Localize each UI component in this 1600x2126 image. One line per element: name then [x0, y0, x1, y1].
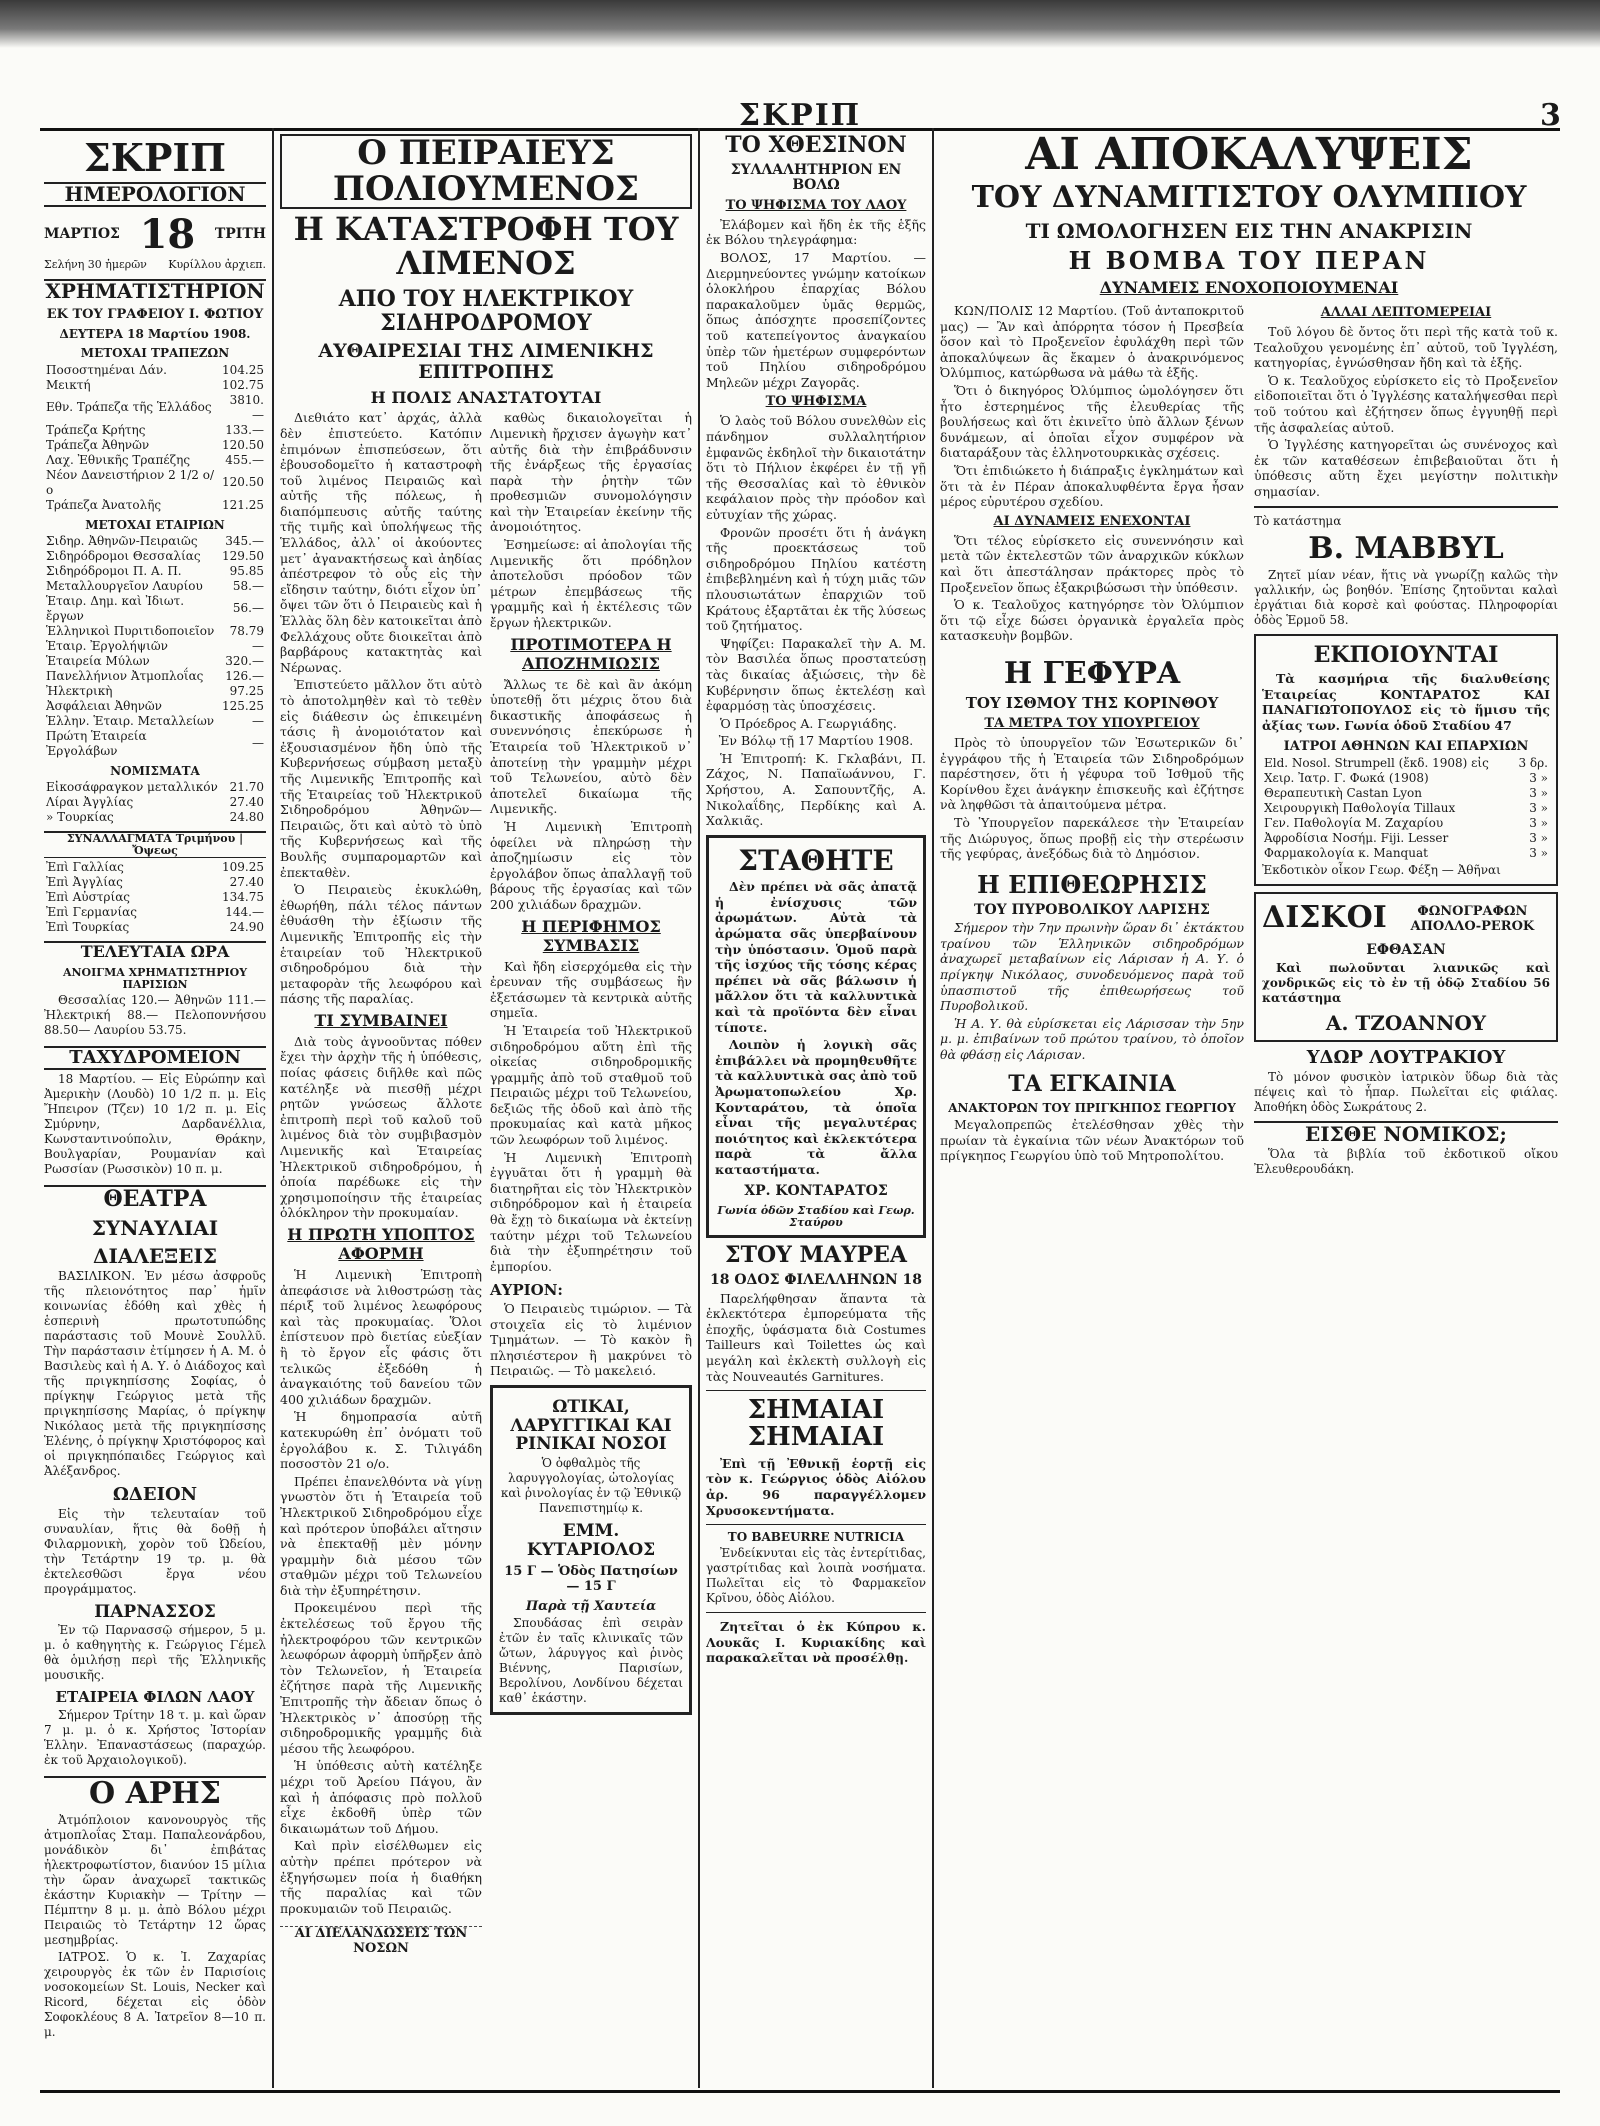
row-value: 3 » — [1529, 785, 1548, 800]
sale-text: Τὰ κασμήρια τῆς διαλυθείσης Ἑταιρείας ΚΟΝΤΑΡΑΤΟΣ ΚΑΙ ΠΑΝΑΓΙΩΤΟΠΟΥΛΟΣ εἰς τὸ ἥμισυ τῆς ἀξίας των. Γωνία ὁδοῦ Σταδίου 47 — [1262, 671, 1550, 733]
revelations-headline: ΤΟΥ ΔΥΝΑΜΙΤΙΣΤΟΥ ΟΛΥΜΠΙΟΥ — [971, 180, 1527, 216]
column-divider — [272, 128, 274, 2088]
row-label: Μεταλλουργεῖον Λαυρίου — [46, 578, 203, 593]
row-label: Ἐπὶ Ἀγγλίας — [46, 875, 123, 890]
society-text: Σήμερον Τρίτην 18 τ. μ. καὶ ὥραν 7 μ. μ. ὁ κ. Χρήστος Ἰστορίαν Ἑλλην. Ἐπαναστάσεως (παραχώρ. ἐκ τοῦ Ἀρχαιολογικοῦ). — [44, 1707, 266, 1767]
row-label: Ἑλληνικοὶ Πυριτιδοποιεῖον — [46, 623, 215, 638]
ad-signature: ΧΡ. ΚΟΝΤΑΡΑΤΟΣ — [744, 1182, 888, 1199]
article-paragraph: Καὶ πρὶν εἰσέλθωμεν εἰς αὐτὴν πρέπει πρότερον νὰ ἐξηγήσωμεν ποία ἡ διαθήκη τῆς παραλίας καὶ τῶν προκυμαιῶν τοῦ Πειραιῶς. — [280, 1838, 482, 1916]
currency-header: ΝΟΜΙΣΜΑΤΑ — [110, 763, 200, 778]
row-value: 21.70 — [229, 779, 264, 794]
masthead: ΣΚΡΙΠ — [738, 98, 862, 133]
row-label: Ἑλλην. Ἑταιρ. Μεταλλείων — [46, 713, 215, 728]
row-value: 24.90 — [229, 920, 264, 935]
row-label: Λίραι Ἀγγλίας — [46, 794, 134, 809]
article-paragraph: Ἡ Λιμενικὴ Ἐπιτροπὴ ἀπεφάσισε νὰ λιθοστρώσῃ τὰς πέριξ τοῦ λιμένος λεωφόρους καὶ τὰς προκυμαίας. Ὅλοι ἐπίστευον πρὸ διετίας εὐεξίαν ἢ τὸ ἔργον εἶς φάσις ὅτι τελικῶς ἐξεδόθη ἡ ἀναγκαιότης τοῦ δανείου τῶν 400 χιλιάδων δραχμῶν. — [280, 1267, 482, 1407]
article-paragraph: Φρονῶν προσέτι ὅτι ἡ ἀνάγκη τῆς προεκτάσεως τοῦ σιδηροδρόμου Πηλίου κατέστη ἐπιβεβλημένη καὶ ἡ τύχη μιᾶς τῶν πλουσιωτάτων ἐπαρχιῶν τοῦ Κράτους ἐξαρτᾶται ἐκ τῆς λύσεως τοῦ ζητήματος. — [706, 524, 926, 634]
parnassos-text: Ἐν τῷ Παρνασσῷ σήμερον, 5 μ. μ. ὁ καθηγητὴς κ. Γεώργιος Γέμελ θὰ ὁμιλήσῃ περὶ τῆς Ἑλληνικῆς μουσικῆς. — [44, 1623, 266, 1683]
table-row — [1262, 846, 1550, 861]
last-hour-title: ΤΕΛΕΥΤΑΙΑ ΩΡΑ — [44, 941, 266, 961]
row-label: Ἐπὶ Γερμανίας — [46, 905, 137, 920]
article-date: Ἐν Βόλῳ τῇ 17 Μαρτίου 1908. — [718, 733, 914, 749]
ad-title: ΩΤΙΚΑΙ, ΛΑΡΥΓΓΙΚΑΙ ΚΑΙ ΡΙΝΙΚΑΙ ΝΟΣΟΙ — [510, 1396, 672, 1455]
row-value: 133.— — [225, 422, 264, 437]
banks-header: ΜΕΤΟΧΑΙ ΤΡΑΠΕΖΩΝ — [80, 346, 230, 361]
row-value: 95.85 — [229, 563, 264, 578]
table-row — [44, 654, 266, 669]
table-row — [44, 549, 266, 564]
row-label: Ἀφροδίσια Νοσήμ. Fiji. Lesser — [1264, 830, 1449, 845]
book-footer: Ἐκδοτικὸν οἶκον Γεωρ. Φέξη — Ἀθῆναι — [1262, 862, 1501, 877]
page-number: 3 — [1540, 98, 1561, 133]
table-row — [44, 498, 266, 513]
ad-text: Δὲν πρέπει νὰ σᾶς ἀπατᾷ ἡ ἐνίσχυσις τῶν ἀρωμάτων. Αὐτὰ τὰ ἀρώματα σᾶς ὑπερβαίνουν τὴν ὑπόστασιν. Ὁμοῦ παρὰ τῆς ἰσχύος τῆς τόσης κέρας πρέπει νὰ σᾶς βάλωσιν ἡ μᾶλλον ὅτι τὰ καλλυντικὰ καὶ τὰ προϊόντα δὲν εἶναι τίποτε. — [715, 879, 917, 1035]
law-title: ΕΙΣΘΕ ΝΟΜΙΚΟΣ; — [1254, 1121, 1558, 1145]
row-label: Χειρουργικὴ Παθολογία Tillaux — [1264, 800, 1456, 815]
section-heading: ΑΙ ΔΥΝΑΜΕΙΣ ΕΝΕΧΟΝΤΑΙ — [993, 513, 1191, 529]
saint-info: Κυρίλλου ἀρχιεπ. — [168, 257, 266, 271]
table-row — [44, 860, 266, 875]
article-paragraph: Καὶ ἤδη εἰσερχόμεθα εἰς τὴν ἐρευναν τῆς συμβάσεως ἣν ἐξετάσωμεν τὰ κεντρικὰ αὐτῆς σημεῖα. — [490, 958, 692, 1021]
mavrea-title: ΣΤΟΥ ΜΑΥΡΕΑ — [725, 1242, 907, 1269]
bottom-rule — [40, 2090, 1560, 2093]
row-label: Ἑταιρεία Μύλων — [46, 653, 150, 668]
table-row — [44, 905, 266, 920]
section-heading: Η ΠΡΩΤΗ ΥΠΟΠΤΟΣ ΑΦΟΡΜΗ — [287, 1225, 475, 1263]
inauguration-title: ΤΑ ΕΓΚΑΙΝΙΑ — [1008, 1070, 1176, 1097]
ad-name: ΕΜΜ. ΚΥΤΑΡΙΟΛΟΣ — [526, 1520, 656, 1560]
table-row — [44, 729, 266, 759]
table-row — [44, 534, 266, 549]
row-value: 97.25 — [229, 683, 264, 698]
row-value: 121.25 — [222, 497, 264, 512]
row-label: Πρώτη Ἑταιρεία Ἐργολάβων — [46, 728, 147, 758]
row-label: Τράπεζα Ἀθηνῶν — [46, 437, 150, 452]
ares-ad-title: Ο ΑΡΗΣ — [44, 1776, 266, 1810]
row-value: 104.25 — [222, 362, 264, 377]
table-row — [44, 438, 266, 453]
weekday: ΤΡΙΤΗ — [214, 226, 266, 243]
paris-title: ΑΝΟΙΓΜΑ ΧΡΗΜΑΤΙΣΤΗΡΙΟΥ ΠΑΡΙΣΙΩΝ — [62, 965, 248, 991]
table-row — [44, 669, 266, 684]
row-value: 3 δρ. — [1518, 755, 1548, 770]
row-value: 126.— — [225, 668, 264, 683]
discs-arrived: ΕΦΘΑΣΑΝ — [1366, 942, 1446, 959]
article-paragraph: Ὅτι ἐπιδιώκετο ἡ διάπραξις ἐγκλημάτων καὶ ὅτι τὰ ἐν Πέραν ἀποκαλυφθέντα ἔργα ἦσαν μέρος εὐρυτέρου σχεδίου. — [940, 463, 1244, 510]
row-label: Eld. Nosol. Strumpell (ἔκδ. 1908) εἰς — [1264, 755, 1489, 770]
theatre-title: ΘΕΑΤΡΑ — [44, 1185, 266, 1211]
moon-info: Σελήνη 30 ἡμερῶν — [44, 257, 147, 271]
revelations-body — [940, 301, 1558, 1178]
article-paragraph: Ὁ λαὸς τοῦ Βόλου συνελθὼν εἰς πάνδημον συλλαλητήριον ἐμφανῶς ἐκδηλοῖ τὴν δικαιοτάτην ὅτι τὸ Πήλιον ἐκφέρει ἐν τῇ γῇ τῆς Θεσσαλίας καὶ τὸ ἐθνικὸν κεφάλαιον πρὸς τὴν πρόοδον καὶ εὐτυχίαν τῆς χώρας. — [706, 413, 926, 522]
discs-text: Καὶ πωλοῦνται λιανικῶς καὶ χονδρικῶς εἰς τὸ ἐν τῇ ὁδῷ Σταδίου 56 κατάστημα — [1262, 960, 1550, 1005]
theatre-text: ΒΑΣΙΛΙΚΟΝ. Ἐν μέσω ἀσφροῦς τῆς πλειονότητος παρ᾽ ἡμῖν κοινωνίας ἐδόθη καὶ χθὲς ἡ ἑσπερινὴ πρωτοτυπώδης παράστασις τοῦ Μουνὲ Σουλλῦ. Τὴν παράστασιν ἐτίμησεν ἡ Α. Μ. ὁ Βασιλεὺς καὶ ἡ Α. Υ. ὁ Διάδοχος καὶ τῆς πριγκηπίσσης Σοφίας, ὁ πρίγκηψ Γεώργιος μετὰ τῆς πριγκηπίσσης Μαρίας, ὁ πρίγκηψ Νικόλαος μετὰ τῆς πριγκηπίσσης Ἑλένης, ὁ πρίγκηψ Χριστόφορος καὶ οἱ πριγκηπόπαιδες Γεώργιος καὶ Ἀλέξανδρος. — [44, 1268, 266, 1478]
table-row — [44, 624, 266, 639]
article-paragraph: Ψηφίζει: Παρακαλεῖ τὴν Α. Μ. τὸν Βασιλέα ὅπως προστατεύσῃ τὰς δικαίας ἀξιώσεις, τὴν δὲ Κυβέρνησιν ὅπως ἐκτελέσῃ καὶ ἐφαρμόσῃ τὰς ὑποσχέσεις. — [706, 635, 926, 714]
odeion-title: ΩΔΕΙΟΝ — [112, 1483, 198, 1505]
article-paragraph: Πρὸς τὸ ὑπουργεῖον τῶν Ἐσωτερικῶν δι᾽ ἐγγράφου τῆς ἡ Ἑταιρεία τῶν Σιδηροδρόμων παρέστησεν, ὅτι ἡ γέφυρα τοῦ Ἰσθμοῦ τῆς Κορίνθου ἔχει ἀνάγκην ἐπισκευῆς καὶ ἐζήτησε νὰ ληφθῶσι τὰ ἀπαιτούμενα μέτρα. — [940, 734, 1244, 813]
article-paragraph: Ὁ Πειραιεὺς ἐκυκλώθη, ἐθωρήθη, πάλι τέλος πάντων ἐθυάσθη τὴν ἐξίωσιν τῆς Λιμενικῆς Ἐπιτροπῆς εἰς τὴν ἑταιρείαν τοῦ Ἠλεκτρικοῦ σιδηροδρόμου διὰ τὴν μεταφορὰν τῆς λεωφόρου καὶ πάσης τῆς παραλίας. — [280, 882, 482, 1007]
mabbyl-name: Β. MABBYL — [1308, 530, 1504, 566]
table-row — [1262, 771, 1550, 786]
ad-title: ΣΤΑΘΗΤΕ — [738, 843, 894, 877]
row-value: 455.— — [225, 452, 264, 467]
inspection-sub: ΤΟΥ ΠΥΡΟΒΟΛΙΚΟΥ ΛΑΡΙΣΗΣ — [974, 901, 1210, 918]
gefyra-sub: ΤΟΥ ΙΣΘΜΟΥ ΤΗΣ ΚΟΡΙΝΘΟΥ — [965, 694, 1219, 713]
tomorrow-text: Ὁ Πειραιεὺς τιμώριον. — Τὰ στοιχεῖα εἰς τὸ λιμένιον Τμημάτων. — Τὸ κακὸν ἢ πλησιέστερον ἢ μακρύνει τὸ Πειραιῶς. — Τὸ μακελειό. — [490, 1300, 692, 1379]
article-paragraph: Ὁ κ. Τεαλοῦχος εὑρίσκετο εἰς τὸ Προξενεῖον εἰδοποιεῖται ὅτι ὁ Ἰγγλέσης καταλήψεσθαι περὶ τοῦ τούτου καὶ ἐζήτησεν ὅπως ἐγγυηθῇ περὶ τῆς ἀσφαλείας αὐτοῦ. — [1254, 372, 1558, 435]
law-text: Ὅλα τὰ βιβλία τοῦ ἐκδοτικοῦ οἴκου Ἐλευθερουδάκη. — [1254, 1146, 1558, 1176]
revelations-sub2: Η ΒΟΜΒΑ ΤΟΥ ΠΕΡΑΝ — [1068, 245, 1430, 275]
revelations-title: ΑΙ ΑΠΟΚΑΛΥΨΕΙΣ — [1025, 129, 1473, 180]
mabbyl-text: Ζητεῖ μίαν νέαν, ἥτις νὰ γνωρίζῃ καλῶς τὴν γαλλικήν, ὡς βοηθόν. Ἐπίσης ζητοῦνται καλαὶ ἐργάτιαι διὰ κορσὲ καὶ φούστας. Πληροφορίαι ὁδὸς Ἑρμοῦ 58. — [1254, 568, 1558, 628]
society-title: ΕΤΑΙΡΕΙΑ ΦΙΛΩΝ ΛΑΟΥ — [55, 1688, 255, 1707]
ad-near: Παρὰ τῇ Χαυτεία — [525, 1598, 657, 1614]
babeurre-title: ΤΟ BABEURRE NUTRICIA — [727, 1530, 905, 1545]
article-paragraph: Μεγαλοπρεπῶς ἐτελέσθησαν χθὲς τὴν πρωίαν τὰ ἐγκαίνια τῶν νέων Ἀνακτόρων τοῦ πρίγκηπος Γεωργίου ὑπὸ τοῦ Μητροπολίτου. — [940, 1116, 1244, 1164]
table-row — [44, 780, 266, 795]
table-row — [44, 579, 266, 594]
row-label: Ἑταιρ. Δημ. καὶ Ἰδιωτ. ἔργων — [46, 593, 185, 623]
row-label: Χειρ. Ἰατρ. Γ. Φωκά (1908) — [1264, 770, 1429, 785]
revelations-sub1: ΤΙ ΩΜΟΛΟΓΗΣΕΝ ΕΙΣ ΤΗΝ ΑΝΑΚΡΙΣΙΝ — [1025, 218, 1473, 243]
row-value: — — [252, 638, 264, 653]
column-2 — [280, 128, 692, 2088]
discs-ad — [1254, 892, 1558, 1042]
row-value: 134.75 — [222, 890, 264, 905]
table-row — [44, 890, 266, 905]
table-row — [44, 684, 266, 699]
article-paragraph: Ἐπιστεύετο μᾶλλον ὅτι αὐτὸ τὸ ἀποτολμηθὲν καὶ τὸ τεθὲν εἰς διάθεσιν ὡς ἐπικειμένη τάσις ἢ ἀνομοιότατον καὶ ἐξουσιασμένον ἤδη ὑπὸ τῆς Κυβερνήσεως σύμβαση μεταξὺ τῆς Λιμενικῆς Ἐπιτροπῆς καὶ τῆς Ἑταιρείας τοῦ Ἠλεκτρικοῦ Σιδηροδρόμου Ἀθηνῶν—Πειραιῶς, ὅτι καὶ αὐτὸ τὸ ὑπὸ τῆς Κυβερνήσεως καὶ τῆς Βουλῆς συμπαρομαρτῶν καὶ ἐπεκταθὲν. — [280, 677, 482, 880]
piraeus-sub1: ΑΠΟ ΤΟΥ ΗΛΕΚΤΡΙΚΟΥ ΣΙΔΗΡΟΔΡΟΜΟΥ — [338, 285, 634, 336]
tomorrow-title: ΑΥΡΙΟΝ: — [490, 1281, 563, 1300]
article-paragraph: Ὁ Πρόεδρος Α. Γεωργιάδης. — [720, 715, 897, 731]
store-label: Τὸ κατάστημα — [1254, 513, 1342, 528]
row-value: 109.25 — [222, 860, 264, 875]
revelations-sub3: ΔΥΝΑΜΕΙΣ ΕΝΟΧΟΠΟΙΟΥΜΕΝΑΙ — [1099, 278, 1399, 298]
water-title: ΥΔΩΡ ΛΟΥΤΡΑΚΙΟΥ — [1306, 1046, 1506, 1068]
article-paragraph: Ἡ δημοπρασία αὐτῆ κατεκυρώθη ἐπ᾽ ὀνόματι τοῦ ἐργολάβου κ. Σ. Τιλιγάδη ποσοστὸν 21 ο/ο. — [280, 1409, 482, 1472]
volos-sub1: ΤΟ ΨΗΦΙΣΜΑ ΤΟΥ ΛΑΟΥ — [725, 197, 907, 213]
ad-address: Γωνία ὁδῶν Σταδίου καὶ Γεωρ. Σταύρου — [717, 1203, 915, 1229]
concerts-title: ΣΥΝΑΥΛΙΑΙ — [91, 1215, 219, 1240]
flags-text: Ἐπὶ τῇ Ἐθνικῇ ἑορτῇ εἰς τὸν κ. Γεώργιος ὁδὸς Αἰόλου ἀρ. 96 παραγγέλλομεν Χρυσοκεντήματα. — [706, 1455, 926, 1518]
ad-text: Λοιπὸν ἡ λογικὴ σᾶς ἐπιβάλλει νὰ προμηθευθῆτε τὰ καλλυντικὰ σας ἀπὸ τοῦ Ἀρωματοπωλείου Χρ. Κονταράτου, τὰ ὁποῖα εἶναι τῆς μεγαλυτέρας ποιότητος καὶ ἐκλεκτότερα παρὰ τὰ ἄλλα καταστήματα. — [715, 1037, 917, 1177]
column-footer: ΑΙ ΔΙΕΛΑΝΔΩΣΕΙΣ ΤΩΝ ΝΟΣΩΝ — [280, 1926, 482, 1956]
piraeus-body-left — [280, 408, 482, 1958]
exchange-title: ΧΡΗΜΑΤΙΣΤΗΡΙΟΝ — [45, 278, 265, 303]
row-value: 56.— — [232, 601, 264, 616]
article-paragraph: ΚΩΝ/ΠΟΛΙΣ 12 Μαρτίου. (Τοῦ ἀνταποκριτοῦ μας) — Ἂν καὶ ἀπόρρητα τόσον ἡ Πρεσβεία ὅσον καὶ τὸ Προξενεῖον ἐφυλάχθη περὶ τῶν ἀποκαλύψεων ἃς ἔκαμεν ὁ ἀνακρινόμενος Ὀλύμπιος, κατώρθωσα νὰ μάθω τὰ ἑξῆς. — [940, 303, 1244, 381]
row-value: 3810.— — [229, 392, 264, 422]
babeurre-text: Ἐνδείκνυται εἰς τὰς ἐντερίτιδας, γαστρίτιδας καὶ λοιπὰ νοσήματα. Πωλεῖται εἰς τὸ Φαρμακεῖον Κρῖνου, ὁδὸς Αἰόλου. — [706, 1546, 926, 1606]
row-label: Μεικτή — [46, 377, 91, 392]
flags-title: ΣΗΜΑΙΑΙ ΣΗΜΑΙΑΙ — [747, 1395, 885, 1453]
doctor-text: ΙΑΤΡΟΣ. Ὁ κ. Ἰ. Ζαχαρίας χειρουργὸς ἐκ τῶν ἐν Παρισίοις νοσοκομείων St. Louis, Necker καὶ Ricord, δέχεται εἰς ὁδὸν Σοφοκλέους 8 Α. Ἰατρεῖον 8—10 π. μ. — [44, 1950, 266, 2040]
article-paragraph: ΒΟΛΟΣ, 17 Μαρτίου. — Διερμηνεύοντες γνώμην κατοίκων ὁλοκλήρου ἐπαρχίας Βόλου παρακαλοῦμεν ὑμᾶς θερμῶς, ὅπως ἀπόσχητε προσεπίζοντες τοῦ κατεπείγοντος ἀναγκαίου ὑπὲρ τῶν ἡμετέρων συμφερόντων τοῦ Πηλίου σιδηροδρόμου Μηλεῶν μέχρι Ζαγορᾶς. — [706, 250, 926, 390]
almanac-title: ΣΚΡΙΠ — [83, 135, 227, 180]
row-label: Ἐπὶ Τουρκίας — [46, 920, 130, 935]
scan-edge — [0, 0, 1600, 48]
table-row — [1262, 756, 1550, 771]
article-paragraph: Ἡ Λιμενικὴ Ἐπιτροπὴ ἐγγυᾶται ὅτι ἡ γραμμὴ θὰ διατηρῆται εἰς τὸν Ἠλεκτρικὸν σιδηρόδρομον καὶ ἡ ἑταιρεία θὰ ἔχῃ τὸ δικαίωμα νὰ ἐκτείνῃ ταύτην μέχρι τοῦ Τελωνείου διὰ τὴν ἐξυπηρέτησιν τοῦ ἐμπορίου. — [490, 1149, 692, 1274]
row-value: 120.50 — [222, 475, 264, 490]
row-label: Τράπεζα Ἀνατολῆς — [46, 497, 162, 512]
ad-text: Σπουδάσας ἐπὶ σειρὰν ἐτῶν ἐν ταῖς κλινικαῖς τῶν ὤτων, λάρυγγος καὶ ῥινὸς Βιέννης, Παρισίων, Βερολίνου, Λονδίνου δέχεται καθ᾽ ἑκάστην. — [499, 1616, 683, 1706]
ent-doctor-ad — [490, 1385, 692, 1715]
table-row — [44, 810, 266, 825]
row-value: 144.— — [225, 905, 264, 920]
month: ΜΑΡΤΙΟΣ — [44, 226, 120, 243]
row-value: 3 » — [1529, 770, 1548, 785]
moon-row — [44, 258, 266, 271]
separator — [706, 1612, 926, 1613]
separator — [1254, 506, 1558, 508]
article-paragraph: Διὰ τοὺς ἀγνοοῦντας πόθεν ἔχει τὴν ἀρχὴν τῆς ἡ ὑπόθεσις, ποίας φάσεις διῆλθε καὶ πῶς κατέληξε νὰ πιεσθῇ μέχρι ρητῶν γνώσεως ἄλλοτε ἐπιτροπὴ περὶ τοῦ καλοῦ τοῦ λιμένος διὰ τὸν συμβιβασμὸν Λιμενικῆς καὶ Ἑταιρείας Ἠλεκτρικοῦ σιδηροδρόμου, ἡ ὁποία παρέδωκε εἰς τὴν χρησιμοποίησιν τῆς ἑταιρείας ὁλόκληρον τὴν προκυμαίαν. — [280, 1033, 482, 1221]
column-divider — [932, 128, 934, 2088]
article-paragraph: Ἐλάβομεν καὶ ἤδη ἐκ τῆς ἑξῆς ἐκ Βόλου τηλεγράφημα: — [706, 216, 926, 248]
inspection-title: Η ΕΠΙΘΕΩΡΗΣΙΣ — [977, 869, 1207, 899]
sale-sub: ΙΑΤΡΟΙ ΑΘΗΝΩΝ ΚΑΙ ΕΠΑΡΧΙΩΝ — [1283, 738, 1529, 754]
row-value: 345.— — [225, 533, 264, 548]
currency-table — [44, 780, 266, 825]
article-paragraph: καθὼς δικαιολογεῖται ἡ Λιμενικὴ ἤρχισεν ἀγωγὴν κατ᾽ αὐτῆς διὰ τὴν ἐπιβράδυνσιν τῆς ἐνάρξεως τῆς ἐργασίας παρὰ τὴν ῥητὴν τῶν προθεσμιῶν συνομολόγησιν καὶ τὴν Ἑταιρείαν ἐκείνην τῆς ἀνομοιότητος. — [490, 410, 692, 535]
article-paragraph: Ἡ Λιμενικὴ Ἐπιτροπὴ ὁφείλει νὰ πληρώσῃ τὴν ἀποζημίωσιν εἰς τὸν ἐργολάβον ὅπως ἀπαλλαγῇ τοῦ βάρους τῆς ἐργασίας καὶ τῶν 200 χιλιάδων δραχμῶν. — [490, 818, 692, 912]
row-value: 120.50 — [222, 437, 264, 452]
ares-ad-text: Ἀτμόπλοιον κανονουργὸς τῆς ἀτμοπλοΐας Σταμ. Παπαλεονάρδου, μονάδικὸν δι᾽ ἐπιβάτας ἠλεκτροφωτίστον, διανύον 15 μίλια τὴν ὥραν ἀναχωρεῖ τακτικῶς ἐκάστην Κυριακὴν — Τρίτην — Πέμπτην 8 μ. μ. ἀπὸ Βόλου μέχρι Πειραιῶς τὸ Τετάρτην 12 ὥρας μεσημβρίας. — [44, 1813, 266, 1948]
volos-title: ΤΟ ΧΘΕΣΙΝΟΝ — [725, 132, 907, 158]
table-row — [44, 594, 266, 624]
table-row — [44, 423, 266, 438]
discs-sub: ΦΩΝΟΓΡΑΦΩΝ ΑΠΟΛΛΟ-PEROK — [1410, 904, 1535, 934]
section-heading: Η ΠΕΡΙΦΗΜΟΣ ΣΥΜΒΑΣΙΣ — [521, 916, 661, 955]
revelations-body-right — [1254, 301, 1558, 1178]
row-value: 27.40 — [229, 794, 264, 809]
row-label: Ἀσφάλειαι Ἀθηνῶν — [46, 698, 162, 713]
row-label: Ἑταιρ. Ἐργολήψιῶν — [46, 638, 168, 653]
piraeus-headline: Η ΚΑΤΑΣΤΡΟΦΗ ΤΟΥ ΛΙΜΕΝΟΣ — [293, 210, 679, 282]
table-row — [44, 378, 266, 393]
companies-header: ΜΕΤΟΧΑΙ ΕΤΑΙΡΙΩΝ — [85, 517, 225, 532]
table-row — [44, 453, 266, 468]
day-number: 18 — [139, 210, 196, 258]
gefyra-sub2: ΤΑ ΜΕΤΡΑ ΤΟΥ ΥΠΟΥΡΓΕΙΟΥ — [984, 715, 1200, 731]
row-label: Λαχ. Ἐθνικῆς Τραπέζης — [46, 452, 191, 467]
sale-ad — [1254, 634, 1558, 886]
row-value: 3 » — [1529, 815, 1548, 830]
row-label: Τράπεζα Κρήτης — [46, 422, 146, 437]
table-row — [44, 875, 266, 890]
rates-header: ΣΥΝΑΛΛΑΓΜΑΤΑ Τριμήνου | Ὄψεως — [44, 831, 266, 858]
row-label: Σιδηρ. Ἀθηνῶν-Πειραιῶς — [46, 533, 198, 548]
column-3 — [706, 128, 926, 2088]
row-label: Νέον Δανειστήριον 2 1/2 ο/ο — [46, 467, 214, 497]
sale-title: ΕΚΠΟΙΟΥΝΤΑΙ — [1313, 642, 1499, 669]
article-paragraph: Ὁ κ. Τεαλοῦχος κατηγόρησε τὸν Ὀλύμπιον ὅτι τῷ εἶχε δώσει ὀργανικὰ ἐργαλεῖα πρὸς κατασκευὴν βομβῶν. — [940, 597, 1244, 644]
piraeus-body — [280, 408, 692, 1958]
table-row — [44, 468, 266, 498]
gefyra-title: Η ΓΕΦΥΡΑ — [1003, 655, 1181, 691]
row-label: Φαρμακολογία κ. Manquat — [1264, 845, 1428, 860]
rates-table — [44, 860, 266, 935]
water-text: Τὸ μόνον φυσικὸν ἰατρικὸν ὕδωρ διὰ τὰς πέψεις καὶ τὸ ἧπαρ. Πωλεῖται εἰς φιάλας. Ἀποθήκη ὁδὸς Σωκράτους 2. — [1254, 1069, 1558, 1114]
row-label: Ἠλεκτρικὴ — [46, 683, 113, 698]
row-value: 3 » — [1529, 830, 1548, 845]
article-paragraph: Ἄλλως τε δὲ καὶ ἂν ἀκόμη ὑποτεθῇ ὅτι μέχρις ὅτου διὰ δικαστικῆς ἀποφάσεως ἡ συνεννόησις ἐπεκύρωσε ἡ Ἑταιρεία τοῦ Ἠλεκτρικοῦ ν᾽ ἀποτείνῃ τὴν γραμμὴν μέχρι τοῦ Τελωνείου, αὐτὸ δὲν ἀποτελεῖ δικαίωμα τῆς Λιμενικῆς. — [490, 676, 692, 817]
ad-line: Ὁ ὀφθαλμὸς τῆς λαρυγγολογίας, ὠτολογίας καὶ ῥινολογίας ἐν τῷ Ἐθνικῷ Πανεπιστημίῳ κ. — [500, 1455, 682, 1515]
row-label: Ἐπὶ Γαλλίας — [46, 860, 124, 875]
row-value: 27.40 — [229, 875, 264, 890]
inauguration-sub: ΑΝΑΚΤΟΡΩΝ ΤΟΥ ΠΡΙΓΚΗΠΟΣ ΓΕΩΡΓΙΟΥ — [948, 1100, 1236, 1115]
banks-table — [44, 363, 266, 513]
post-title: ΤΑΧΥΔΡΟΜΕΙΟΝ — [44, 1046, 266, 1070]
article-paragraph: Διεθιάτο κατ᾽ ἀρχάς, ἀλλὰ δὲν ἐπιστεύετο. Κατόπιν ἐπιμόνων ἐπισπεύσεων, ὅτι ἐβουσοδομεῖτο ἡ καταστροφὴ τοῦ λιμένος Πειραιῶς καὶ αὐτῆς τῆς πόλεως, ἡ διαπόμπευσις αὐτῆς ταύτης τῆς τιμῆς καὶ ὑπολήψεως τῆς Ἑλλάδος, ἀλλ᾽ οἱ ἀκούοντες μετ᾽ ἀγανακτήσεως καὶ ἀηδίας ἀπέστρεφον τὸ οὖς εἰς τὴν εἴδησιν ταύτην, διότι εἶχον ὑπ᾽ ὄψει τῶν ὅτι ὁ Πειραιεὺς καὶ ἡ Ἑλλὰς ὅλη δὲν κατοικεῖται ἀπὸ Φελλάχους οὔτε διοικεῖται ἀπὸ βαρβάρους κατακτητὰς καὶ Νέρωνας. — [280, 410, 482, 675]
book-table — [1262, 756, 1550, 861]
article-paragraph: Πρέπει ἐπανελθόντα νὰ γίνῃ γνωστὸν ὅτι ἡ Ἑταιρεία τοῦ Ἠλεκτρικοῦ Σιδηροδρόμου εἶχε καὶ πρότερον ὑποβάλει αἴτησιν νὰ ἐπεκταθῇ μὲν μόνην γραμμὴν διὰ μέσου τῶν σταθμῶν μέχρι τοῦ Τελωνείου διὰ τὴν ἐξυπηρέτησιν. — [280, 1473, 482, 1598]
row-label: Σιδηρόδρομοι Π. Α. Π. — [46, 563, 182, 578]
paris-text: Θεσσαλίας 120.— Ἀθηνῶν 111.— Ἠλεκτρική 88.— Πελοποννήσου 88.50— Λαυρίου 53.75. — [44, 992, 266, 1037]
table-row — [44, 795, 266, 810]
revelations-body-left — [940, 301, 1244, 1178]
parnassos-title: ΠΑΡΝΑΣΣΟΣ — [94, 1601, 216, 1622]
row-label: Σιδηρόδρομοι Θεσσαλίας — [46, 548, 201, 563]
article-paragraph: Ὅτι τέλος εὑρίσκετο εἰς συνεννόησιν καὶ μετὰ τῶν ἐκτελεστῶν τῶν ἀναρχικῶν κύκλων καὶ ὅτι ἀπεστάλησαν πράκτορες πρὸς τὸ Προξενεῖον ὅπως ἐξακριβώσωσι τὴν ὑπόθεσιν. — [940, 532, 1244, 595]
separator — [706, 1524, 926, 1525]
row-value: 58.— — [232, 578, 264, 593]
article-paragraph: Τοῦ λόγου δὲ ὄντος ὅτι περὶ τῆς κατὰ τοῦ κ. Τεαλοῦχου γενομένης ἐπ᾽ αὐτοῦ, τοῦ Ἰγγλέση, κατηγορίας, ἐγνώσθησαν ἤδη καὶ τὰ ἑξῆς. — [1254, 324, 1558, 371]
volos-sub2: ΤΟ ΨΗΦΙΣΜΑ — [765, 394, 867, 410]
exchange-date: ΔΕΥΤΕΡΑ 18 Μαρτίου 1908. — [59, 327, 251, 342]
lectures-title: ΔΙΑΛΕΞΕΙΣ — [93, 1243, 217, 1268]
ad-address: 15 Γ — Ὁδὸς Πατησίων — 15 Γ — [504, 1564, 678, 1594]
row-label: Εἰκοσάφραγκον μεταλλικόν — [46, 779, 218, 794]
table-row — [1262, 816, 1550, 831]
row-label: Γεν. Παθολογία Μ. Ζαχαρίου — [1264, 815, 1444, 830]
table-row — [44, 393, 266, 423]
column-divider — [698, 128, 700, 2088]
table-row — [44, 920, 266, 935]
row-label: Εθν. Τράπεζα τῆς Ἑλλάδος — [46, 400, 212, 415]
table-row — [44, 699, 266, 714]
exchange-office: ΕΚ ΤΟΥ ΓΡΑΦΕΙΟΥ Ι. ΦΩΤΙΟΥ — [46, 306, 264, 322]
date-row — [44, 211, 266, 258]
row-value: 320.— — [225, 653, 264, 668]
row-label: Ποσοστημέναι Δάν. — [46, 362, 167, 377]
discs-title: ΔΙΣΚΟΙ — [1262, 899, 1387, 935]
article-paragraph: Ἡ ὑπόθεσις αὐτὴ κατέληξε μέχρι τοῦ Ἀρείου Πάγου, ἂν καὶ ἡ ἀπόφασις πρὸ πολλοῦ εἶχε ἐκδοθῆ ὑπὲρ τῶν δικαιωμάτων τοῦ Δήμου. — [280, 1758, 482, 1836]
table-row — [44, 639, 266, 654]
article-paragraph: Ἡ Α. Υ. θὰ εὑρίσκεται εἰς Λάρισσαν τὴν 5ην μ. μ. ἐπιβαίνων τοῦ πρώτου τραίνου, τὸ ὁποῖον θὰ φθάσῃ εἰς Λάρισαν. — [940, 1015, 1244, 1063]
table-row — [44, 363, 266, 378]
section-heading: ΤΙ ΣΥΜΒΑΙΝΕΙ — [314, 1010, 448, 1030]
row-value: 3 » — [1529, 845, 1548, 860]
row-value: 78.79 — [229, 623, 264, 638]
article-paragraph: Σήμερον τὴν 7ην πρωινὴν ὥραν δι᾽ ἐκτάκτου τραίνου τῶν Ἑλληνικῶν σιδηροδρόμων ἀναχωρεῖ μεταβαίνων εἰς Λάρισαν ἡ Α. Υ. ὁ πρίγκηψ Νικόλαος, συνοδευόμενος παρὰ τοῦ ὑπασπιστοῦ τῆς ἐπιθεωρήσεως τοῦ Πυροβολικοῦ. — [940, 920, 1244, 1014]
piraeus-body-right — [490, 408, 692, 1958]
odeion-text: Εἰς τὴν τελευταίαν τοῦ συναυλίαν, ἥτις θὰ δοθῇ ἡ Φιλαρμονικὴ, χορὸν τοῦ Ὠδείου, τὴν Τετάρτην 19 τρ. μ. θὰ ἐκτελεσθῶσι ἔργα νέου προγράμματος. — [44, 1506, 266, 1596]
article-paragraph: Ὅτι ὁ δικηγόρος Ὀλύμπιος ὡμολόγησεν ὅτι ἦτο ἐστερημένος τῆς ἐλευθερίας τῆς βουλήσεως καὶ ὅτι ἐκινεῖτο ὑπὸ ἄλλων ξένων δυνάμεων, αἱ ὁποῖαι εἶχον συμφέρον νὰ διαταράξουν τὰς ἑλληνοτουρκικὰς σχέσεις. — [940, 383, 1244, 461]
section-heading: ΑΛΛΑΙ ΛΕΠΤΟΜΕΡΕΙΑΙ — [1320, 305, 1492, 321]
article-paragraph: Ἡ Ἑταιρεία τοῦ Ἠλεκτρικοῦ σιδηροδρόμου αὕτη ἐπὶ τῆς οἰκείας σιδηροδρομικῆς γραμμῆς ἀπὸ τοῦ σταθμοῦ τοῦ Πειραιῶς μέχρι τοῦ Τελωνείου, δεξιῶς τῆς ὁδοῦ καὶ ἀπὸ τῆς προκυμαίας καὶ κατὰ μῆκος τῶν λεωφόρων τοῦ λιμένος. — [490, 1022, 692, 1148]
wanted-text: Ζητεῖται ὁ ἐκ Κύπρου κ. Λουκᾶς Ι. Κυριακίδης καὶ παρακαλεῖται νὰ προσέλθῃ. — [706, 1619, 926, 1666]
almanac-label: ΗΜΕΡΟΛΟΓΙΟΝ — [44, 182, 266, 207]
column-1 — [44, 128, 266, 2088]
table-row — [1262, 801, 1550, 816]
row-value: 102.75 — [222, 377, 264, 392]
mavrea-text: Παρελήφθησαν ἅπαντα τὰ ἐκλεκτότερα ἐμπορεύματα τῆς ἐποχῆς, ὑφάσματα διὰ Costumes Tailleurs καὶ Toilettes ὡς καὶ μεγάλη καὶ ἐκλεκτὴ συλλογὴ εἰς τὰς Nouveautés Garnitures. — [706, 1290, 926, 1384]
row-label: Ἐπὶ Αὐστρίας — [46, 890, 131, 905]
mavrea-sub: 18 ΟΔΟΣ ΦΙΛΕΛΛΗΝΩΝ 18 — [709, 1272, 923, 1289]
discs-name: Α. ΤΖΟΑΝΝΟΥ — [1325, 1010, 1487, 1035]
table-row — [1262, 831, 1550, 846]
row-label: » Τουρκίας — [46, 809, 114, 824]
article-paragraph: Ἐσημείωσε: αἱ ἀπολογίαι τῆς Λιμενικῆς ὅτι πρόδηλον ἀποτελοῦσι πρόοδον τῶν μέτρων ἐπεμβάσεως τῆς γραμμῆς καὶ ἡ ἐκτέλεσις τῶν ἔργων ἠλεκτρικῶν. — [490, 537, 692, 631]
article-paragraph: Τὸ Ὑπουργεῖον παρεκάλεσε τὴν Ἑταιρείαν τῆς Διώρυγος, ὅπως προβῇ εἰς τὴν στερέωσιν τῆς γεφύρας, ἀνεξόδως διὰ τὸ Δημόσιον. — [940, 814, 1244, 862]
row-value: — — [252, 713, 264, 728]
row-value: 129.50 — [222, 548, 264, 563]
table-row — [44, 564, 266, 579]
section-heading: ΠΡΟΤΙΜΟΤΕΡΑ Η ΑΠΟΖΗΜΙΩΣΙΣ — [510, 634, 672, 673]
piraeus-sub2: ΑΥΘΑΙΡΕΣΙΑΙ ΤΗΣ ΛΙΜΕΝΙΚΗΣ ΕΠΙΤΡΟΠΗΣ — [318, 339, 654, 383]
piraeus-title: Ο ΠΕΙΡΑΙΕΥΣ ΠΟΛΙΟΥΜΕΝΟΣ — [280, 134, 692, 209]
table-row — [44, 714, 266, 729]
column-4 — [940, 128, 1558, 2088]
table-row — [1262, 786, 1550, 801]
row-value: 3 » — [1529, 800, 1548, 815]
separator — [706, 1390, 926, 1391]
discs-header — [1262, 898, 1550, 938]
piraeus-sub3: Η ΠΟΛΙΣ ΑΝΑΣΤΑΤΟΥΤΑΙ — [370, 387, 602, 407]
article-signatures: Ἡ Ἐπιτροπή: Κ. Γκλαβάνι, Π. Ζάχος, Ν. Παπαϊωάννου, Γ. Χρήστου, Α. Σαπουντζῆς, Α. Νικολαΐδης, Περδίκης καὶ Α. Χαλκιᾶς. — [706, 750, 926, 829]
row-label: Θεραπευτικὴ Castan Lyon — [1264, 785, 1422, 800]
article-paragraph: Προκειμένου περὶ τῆς ἐκτελέσεως τοῦ ἔργου τῆς ἠλεκτροφόρου τῶν κεντρικῶν λεωφόρων ἀφορμὴ ὑπῆρξεν ἀπὸ τὸν Τελωνεῖον, ἡ Ἑταιρεία ἐζήτησε παρὰ τῆς Λιμενικῆς Ἐπιτροπῆς τὴν ἄδειαν ὅπως ὁ Ἠλεκτρικὸς ν᾽ ἀποσύρῃ τῆς σιδηροδρομικῆς γραμμῆς διὰ μέσου τῆς λεωφόρου. — [280, 1600, 482, 1756]
post-text: 18 Μαρτίου. — Εἰς Εὐρώπην καὶ Ἀμερικὴν (Λουδὸ) 10 1/2 π. μ. Εἰς Ἤπειρον (Τζεν) 10 1/2 π. μ. Εἰς Σμύρνην, Δαρδανέλλια, Κωνσταντινούπολιν, Θράκην, Βουλγαρίαν, Ρουμανίαν καὶ Ρωσσίαν (Ρωσσικὸν) 10 π. μ. — [44, 1071, 266, 1176]
stathete-ad — [706, 835, 926, 1238]
row-value: — — [252, 736, 264, 751]
row-value: 24.80 — [229, 809, 264, 824]
row-label: Πανελλήνιον Ἀτμοπλοΐας — [46, 668, 204, 683]
row-value: 125.25 — [222, 698, 264, 713]
companies-table — [44, 534, 266, 759]
volos-headline: ΣΥΛΛΑΛΗΤΗΡΙΟΝ ΕΝ ΒΟΛΩ — [730, 162, 902, 194]
article-paragraph: Ὁ Ἰγγλέσης κατηγορεῖται ὡς συνένοχος καὶ ἐκ τῶν καταθέσεων ἐπιβεβαιοῦται ὅτι ἡ ὑπόθεσις αὕτη ἔχει μεγίστην πολιτικὴν σημασίαν. — [1254, 437, 1558, 500]
